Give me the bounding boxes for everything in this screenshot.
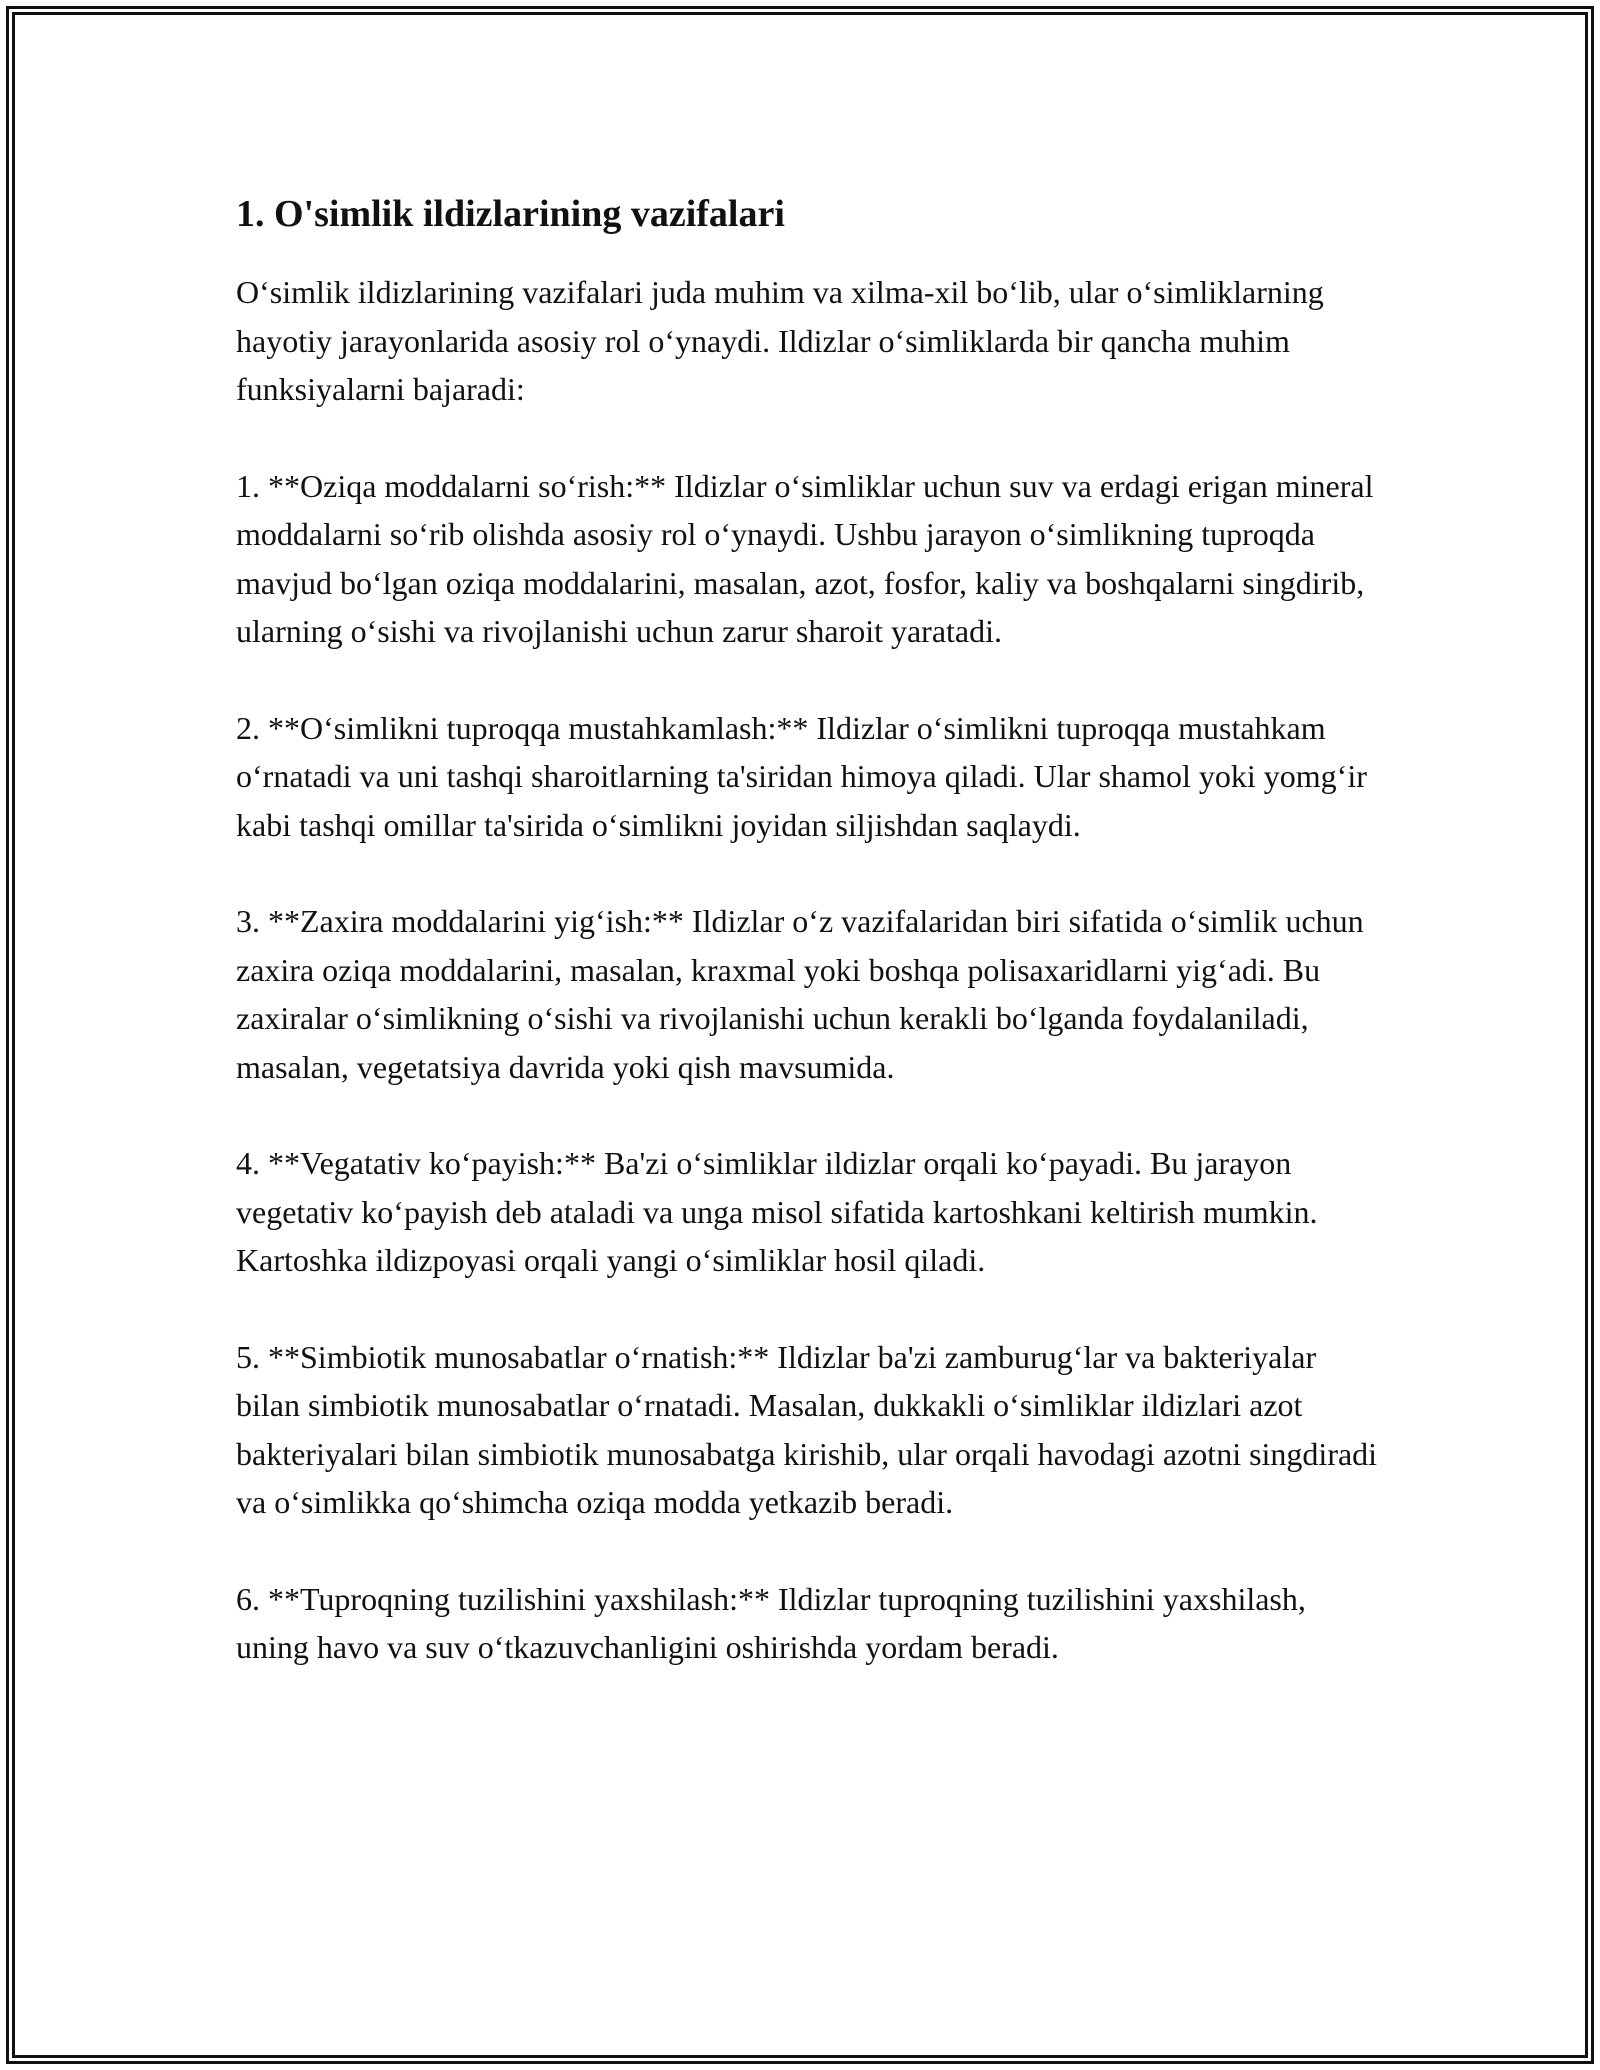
list-item-nutrient-absorption: 1. **Oziqa moddalarni so‘rish:** Ildizlar o‘simliklar uchun suv va erdagi erigan mineral moddalarni so‘rib olishda asosiy rol o‘ynaydi. Ushbu jarayon o‘simlikning tuproqda mavjud bo‘lgan oziqa moddalarini, masalan, azot, fosfor, kaliy va boshqalarni singdirib, ularning o‘sishi va rivojlanishi uchun zarur sharoit yaratadi. bbox=[236, 467, 1374, 649]
list-item-soil-structure: 6. **Tuproqning tuzilishini yaxshilash:** Ildizlar tuproqning tuzilishini yaxshilash, uning havo va suv o‘tkazuvchanligini oshirishda yordam beradi. bbox=[236, 1580, 1306, 1665]
document-title: 1. O'simlik ildizlarining vazifalari bbox=[236, 193, 785, 235]
document-body bbox=[236, 188, 1386, 1720]
intro-paragraph: O‘simlik ildizlarining vazifalari juda muhim va xilma-xil bo‘lib, ular o‘simliklarning hayotiy jarayonlarida asosiy rol o‘ynaydi. Ildizlar o‘simliklarda bir qancha muhim funksiyalarni bajaradi: bbox=[236, 274, 1324, 407]
list-item-vegetative-reproduction: 4. **Vegatativ ko‘payish:** Ba'zi o‘simliklar ildizlar orqali ko‘payadi. Bu jarayon vegetativ ko‘payish deb ataladi va unga misol sifatida kartoshkani keltirish mumkin. Kartoshka ildizpoyasi orqali yangi o‘simliklar hosil qiladi. bbox=[236, 1145, 1318, 1278]
list-item-storage: 3. **Zaxira moddalarini yig‘ish:** Ildizlar o‘z vazifalaridan biri sifatida o‘simlik uchun zaxira oziqa moddalarini, masalan, kraxmal yoki boshqa polisaxaridlarni yig‘adi. Bu zaxiralar o‘simlikning o‘sishi va rivojlanishi uchun kerakli bo‘lganda foydalaniladi, masalan, vegetatsiya davrida yoki qish mavsumida. bbox=[236, 903, 1364, 1085]
list-item-symbiosis: 5. **Simbiotik munosabatlar o‘rnatish:** Ildizlar ba'zi zamburug‘lar va bakteriyalar bilan simbiotik munosabatlar o‘rnatadi. Masalan, dukkakli o‘simliklar ildizlari azot bakteriyalari bilan simbiotik munosabatga kirishib, ular orqali havodagi azotni singdiradi va o‘simlikka qo‘shimcha oziqa modda yetkazib beradi. bbox=[236, 1338, 1378, 1520]
list-item-anchoring: 2. **O‘simlikni tuproqqa mustahkamlash:** Ildizlar o‘simlikni tuproqqa mustahkam o‘rnatadi va uni tashqi sharoitlarning ta'siridan himoya qiladi. Ular shamol yoki yomg‘ir kabi tashqi omillar ta'sirida o‘simlikni joyidan siljishdan saqlaydi. bbox=[236, 709, 1367, 843]
